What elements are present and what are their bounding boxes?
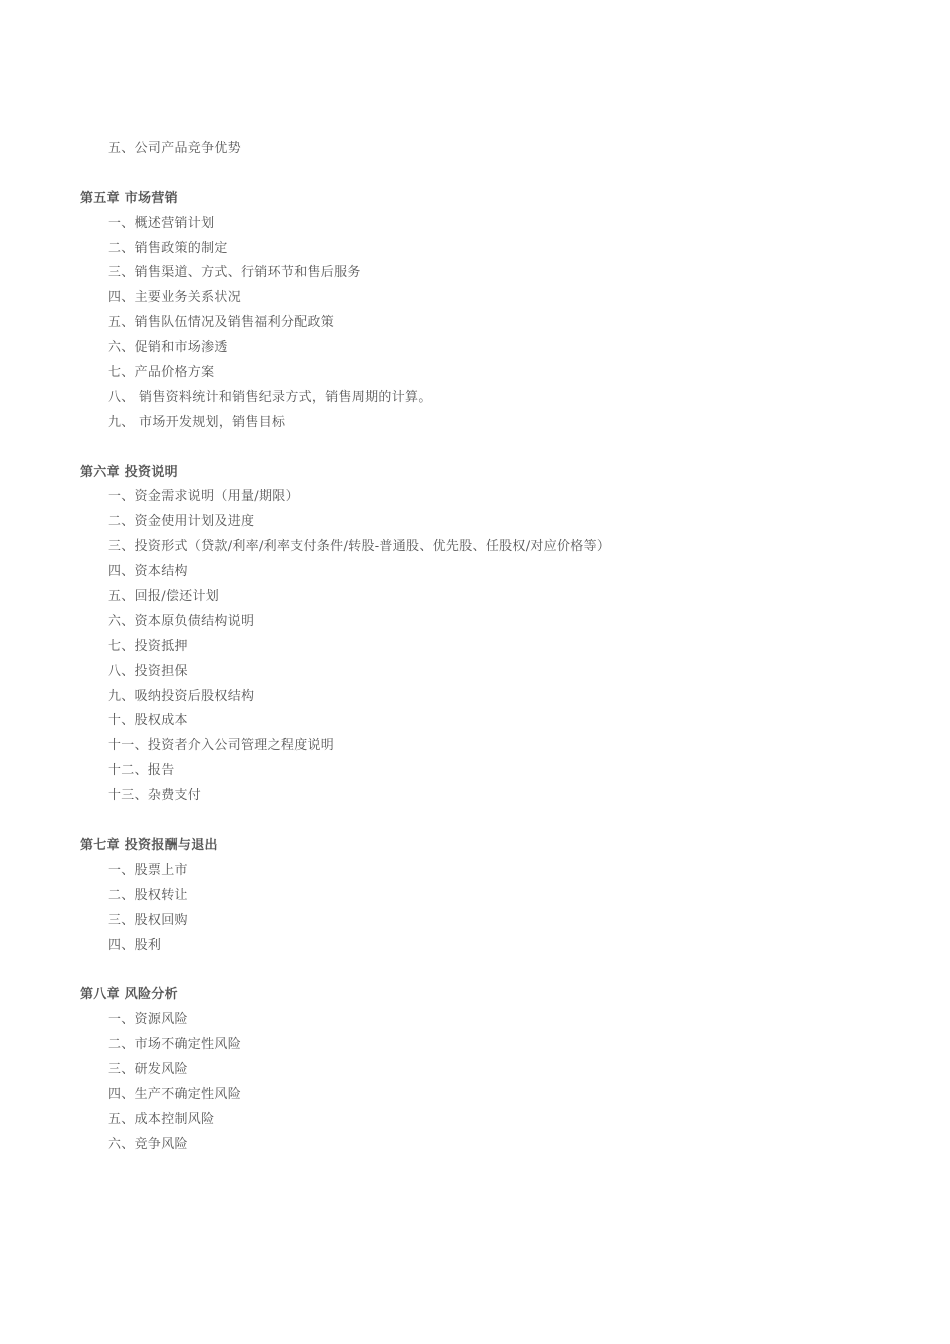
list-item: 五、公司产品竞争优势 — [108, 141, 242, 156]
blank-line — [0, 436, 950, 461]
blank-line — [0, 809, 950, 834]
list-item: 八、 销售资料统计和销售纪录方式，销售周期的计算。 — [108, 389, 432, 405]
list-item: 一、股票上市 — [108, 862, 188, 878]
chapter-title: 第五章 市场营销 — [80, 190, 178, 206]
chapter-6 — [0, 461, 950, 834]
list-item: 一、概述营销计划 — [108, 215, 215, 231]
intro-section — [0, 137, 950, 187]
list-item: 五、成本控制风险 — [108, 1111, 215, 1127]
list-item: 二、股权转让 — [108, 887, 188, 903]
list-item: 九、吸纳投资后股权结构 — [108, 688, 255, 704]
list-item: 七、产品价格方案 — [108, 365, 215, 381]
list-item: 九、 市场开发规划，销售目标 — [108, 414, 286, 430]
chapter-title: 第六章 投资说明 — [80, 464, 178, 480]
list-item: 一、资源风险 — [108, 1012, 188, 1028]
blank-line — [0, 958, 950, 983]
list-item: 十二、报告 — [108, 763, 175, 779]
list-item: 四、股利 — [108, 937, 162, 953]
list-item: 七、投资抵押 — [108, 638, 188, 654]
list-item: 六、促销和市场渗透 — [108, 340, 228, 356]
blank-line — [0, 162, 950, 187]
chapter-title: 第八章 风险分析 — [80, 987, 178, 1003]
list-item: 三、研发风险 — [108, 1061, 188, 1077]
list-item: 五、回报/偿还计划 — [108, 589, 220, 605]
list-item: 三、投资形式（贷款/利率/利率支付条件/转股-普通股、优先股、任股权/对应价格等） — [108, 539, 611, 555]
list-item: 二、市场不确定性风险 — [108, 1037, 242, 1053]
chapter-5 — [0, 187, 950, 461]
list-item: 四、生产不确定性风险 — [108, 1086, 242, 1102]
list-item: 十一、投资者介入公司管理之程度说明 — [108, 738, 335, 754]
list-item: 二、销售政策的制定 — [108, 240, 228, 256]
list-item: 四、主要业务关系状况 — [108, 290, 242, 306]
list-item: 四、资本结构 — [108, 564, 188, 580]
list-item: 六、资本原负债结构说明 — [108, 613, 255, 629]
list-item: 三、股权回购 — [108, 912, 188, 928]
list-item: 三、销售渠道、方式、行销环节和售后服务 — [108, 265, 361, 281]
list-item: 十三、杂费支付 — [108, 788, 202, 804]
list-item: 一、资金需求说明（用量/期限） — [108, 489, 299, 505]
list-item: 五、销售队伍情况及销售福利分配政策 — [108, 315, 335, 331]
chapter-title: 第七章 投资报酬与退出 — [80, 837, 218, 853]
chapter-7 — [0, 834, 950, 983]
chapter-8 — [0, 983, 950, 1157]
list-item: 十、股权成本 — [108, 713, 188, 729]
list-item: 八、投资担保 — [108, 663, 188, 679]
document-page — [0, 137, 950, 1158]
list-item: 六、竞争风险 — [108, 1136, 188, 1152]
list-item: 二、资金使用计划及进度 — [108, 514, 255, 530]
